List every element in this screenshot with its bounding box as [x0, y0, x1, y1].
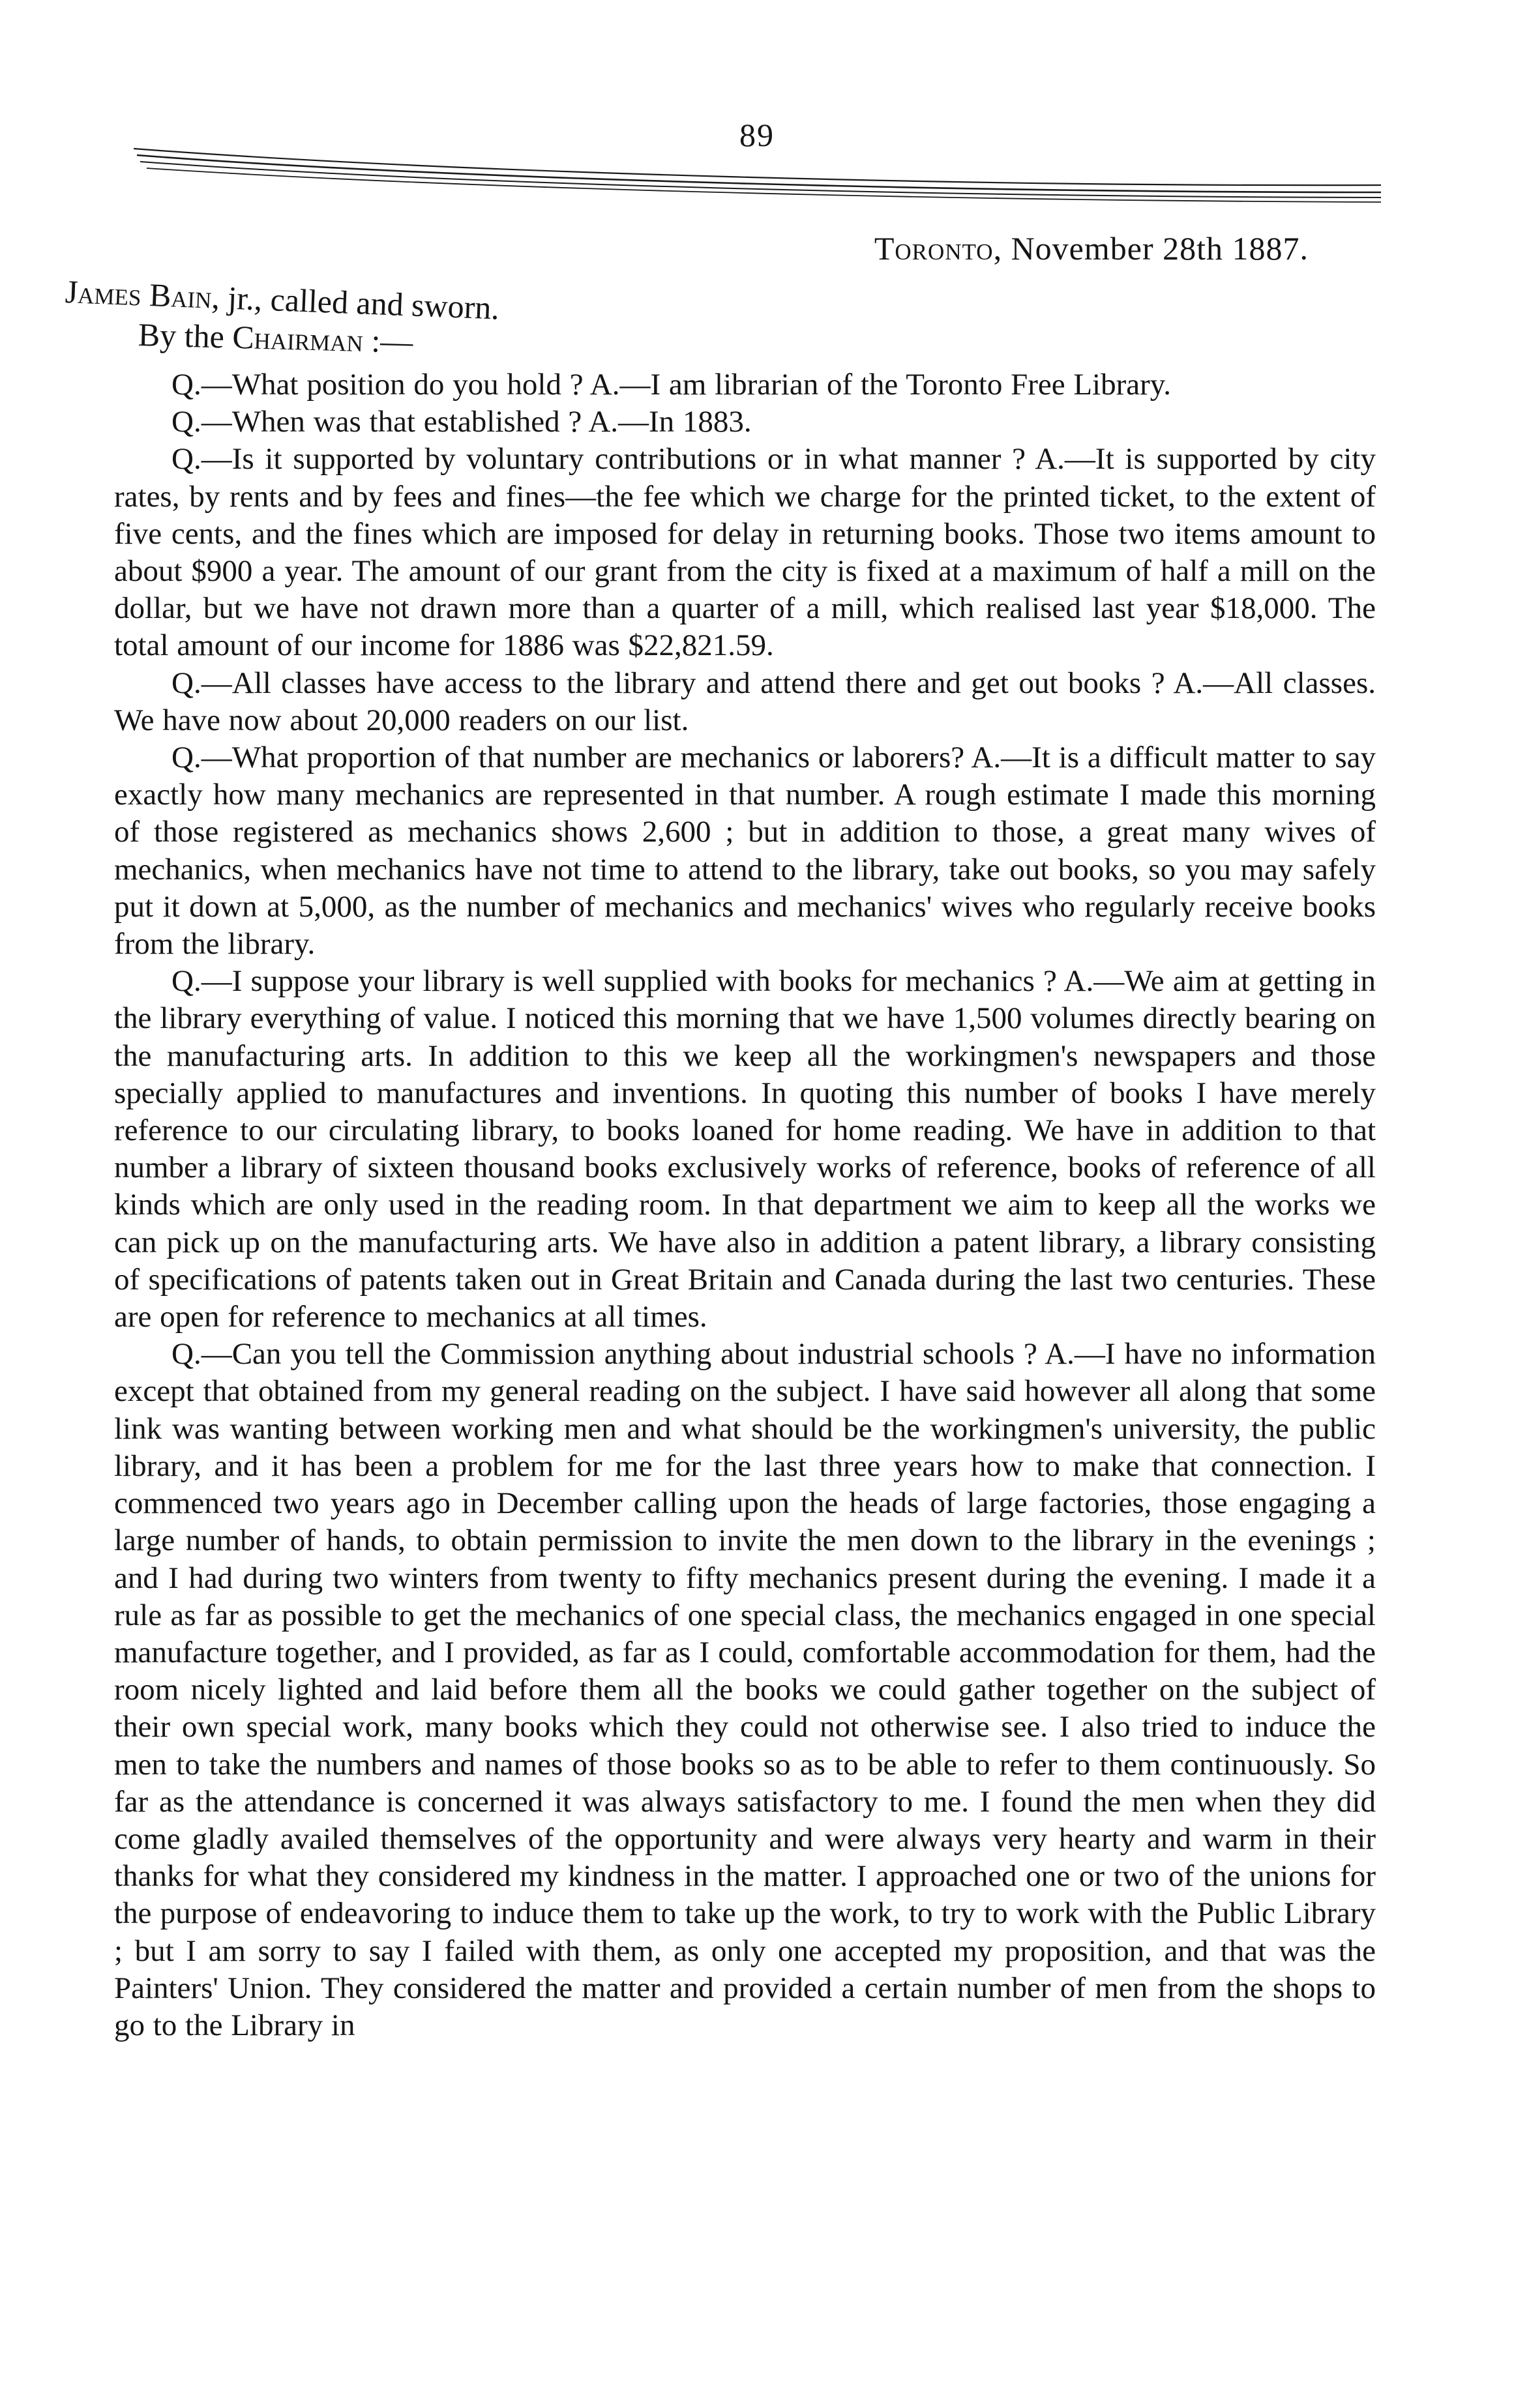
examiner-name: Chairman [231, 318, 364, 359]
paragraph: Q.—I suppose your library is well supplied with books for mechanics ? A.—We aim at getting in the library everything of value. I noticed this morning that we have 1,500 volumes directly bearing on the manufacturing arts. In addition to this we keep all the workingmen's newspapers and those specially applied to manufactures and inventions. In quoting this number of books I have merely reference to our circulating library, to books loaned for home reading. We have in addition to that number a library of sixteen thousand books exclusively works of reference, books of reference of all kinds which are only used in the reading room. In that department we aim to keep all the works we can pick up on the manufacturing arts. We have also in addition a patent library, a library consisting of specifications of patents taken out in Great Britain and Canada during the last two centuries. These are open for reference to mechanics at all times. [114, 964, 1376, 1334]
examiner-heading [138, 316, 413, 360]
paragraph: Q.—When was that established ? A.—In 1883. [171, 405, 752, 439]
examiner-suffix: :— [363, 322, 414, 360]
paragraph: Q.—Is it supported by voluntary contributions or in what manner ? A.—It is supported by city rates, by rents and by fees and fines—the fee which we charge for the printed ticket, to the extent of five cents, and the fines which are imposed for delay in returning books. Those two items amount to about $900 a year. The amount of our grant from the city is fixed at a maximum of half a mill on the dollar, but we have not drawn more than a quarter of a mill, which realised last year $18,000. The total amount of our income for 1886 was $22,821.59. [114, 442, 1376, 663]
paragraph: Q.—What proportion of that number are mechanics or laborers? A.—It is a difficult matter to say exactly how many mechanics are represented in that number. A rough estimate I made this morning of those registered as mechanics shows 2,600 ; but in addition to those, a great many wives of mechanics, when mechanics have not time to attend to the library, take out books, so you may safely put it down at 5,000, as the number of mechanics and mechanics' wives who regularly receive books from the library. [114, 741, 1376, 962]
paragraph: Q.—What position do you hold ? A.—I am librarian of the Toronto Free Library. [171, 368, 1171, 402]
dateline-date: , November 28th 1887. [993, 230, 1309, 267]
witness-name: James Bain [64, 273, 213, 316]
witness-suffix: , jr., called and sworn. [211, 278, 500, 327]
paragraph: Q.—All classes have access to the library and attend there and get out books ? A.—All classes. We have now about 20,000 readers on our list. [114, 666, 1376, 737]
examiner-prefix: By the [138, 316, 233, 355]
testimony-body [114, 366, 1376, 2044]
page-number: 89 [739, 117, 775, 153]
paragraph: Q.—Can you tell the Commission anything about industrial schools ? A.—I have no information except that obtained from my general reading on the subject. I have said however all along that some link was wanting between working men and what should be the workingmen's university, the public library, and it has been a problem for me for the last three years how to make that connection. I commenced two years ago in December calling upon the heads of large factories, those engaging a large number of hands, to obtain permission to invite the men down to the library in the evenings ; and I had during two winters from twenty to fifty mechanics present during the evening. I made it a rule as far as possible to get the mechanics of one special class, the mechanics engaged in one special manufacture together, and I provided, as far as I could, comfortable accommodation for them, had the room nicely lighted and laid before them all the books we could gather together on the subject of their own special work, many books which they could not otherwise see. I also tried to induce the men to take the numbers and names of those books so as to be able to refer to them continuously. So far as the attendance is concerned it was always satisfactory to me. I found the men when they did come gladly availed themselves of the opportunity and were always very hearty and warm in their thanks for what they considered my kindness in the matter. I approached one or two of the unions for the purpose of endeavoring to induce them to take up the work, to try to work with the Public Library ; but I am sorry to say I failed with them, as only one accepted my proposition, and that was the Painters' Union. They considered the matter and provided a certain number of men from the shops to go to the Library in [114, 1337, 1376, 2042]
dateline [874, 229, 1309, 267]
dateline-place: Toronto [874, 230, 994, 267]
